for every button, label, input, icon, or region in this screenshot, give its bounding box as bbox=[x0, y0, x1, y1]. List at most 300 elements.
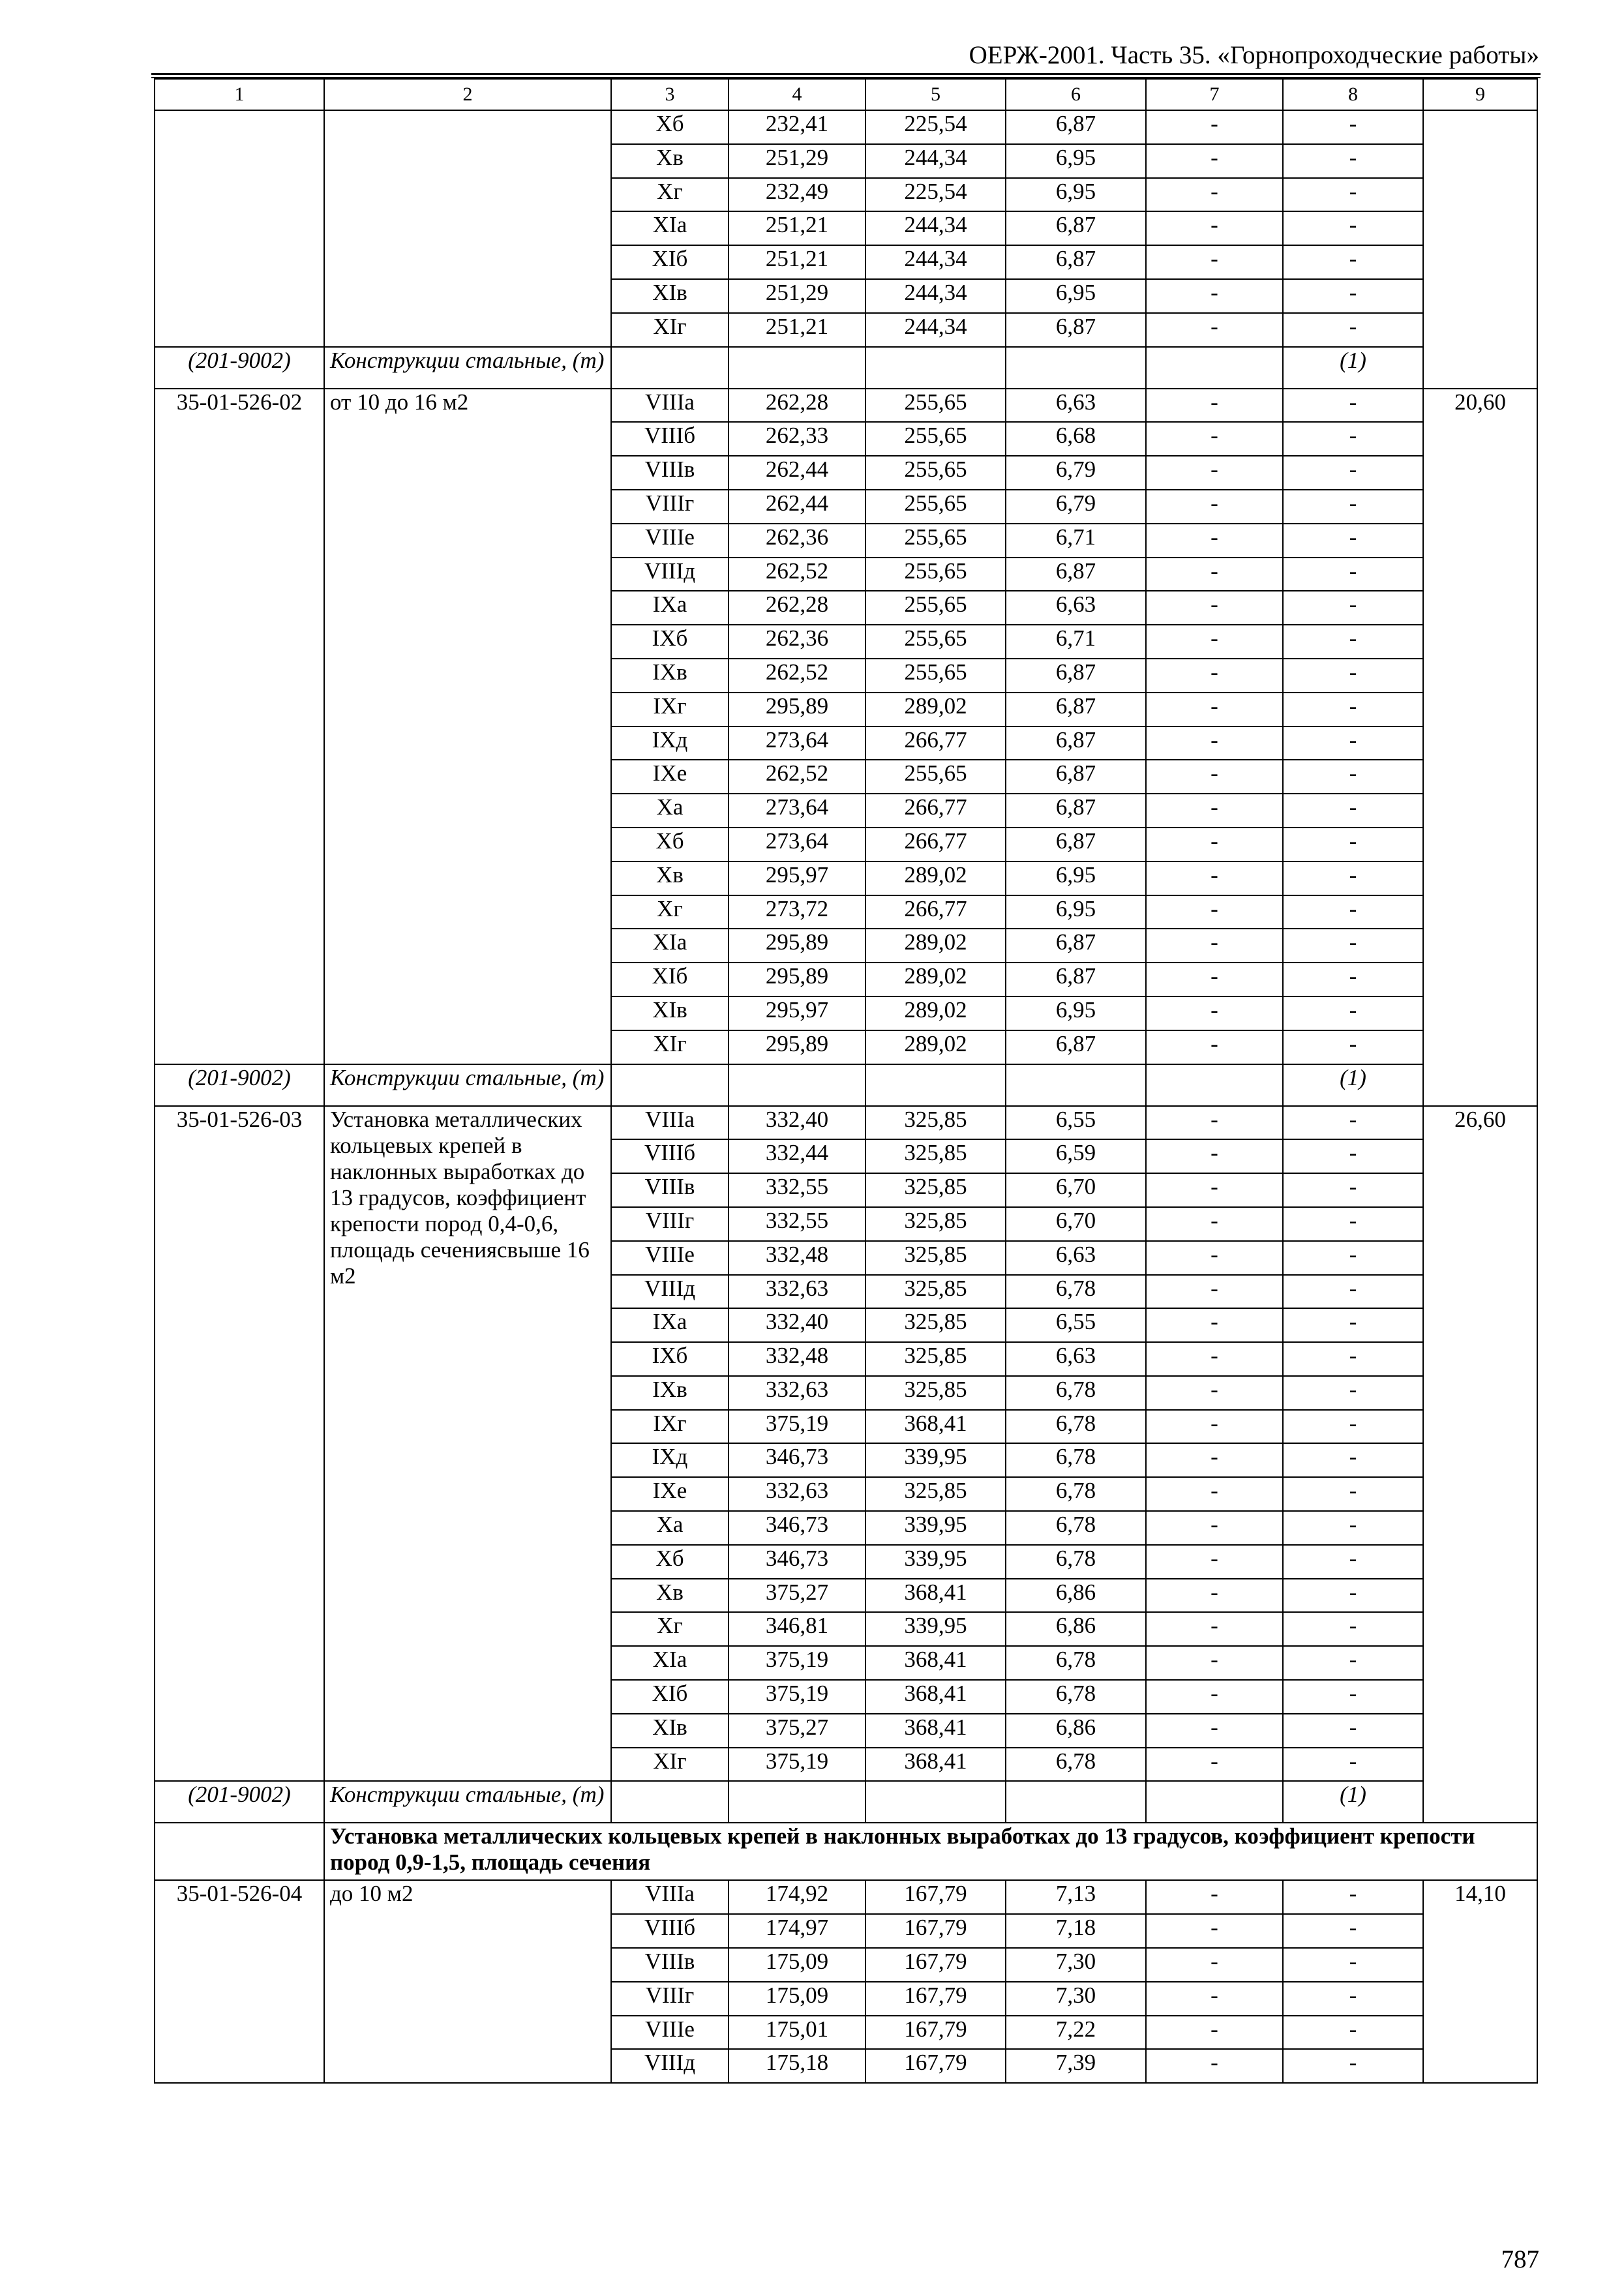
total-cost-cell: 332,44 bbox=[729, 1139, 865, 1173]
condition-cell: VIIIа bbox=[611, 389, 729, 423]
labor-cost-cell: 6,63 bbox=[1006, 1342, 1146, 1376]
condition-cell: VIIIд bbox=[611, 558, 729, 591]
total-cost-cell: 332,48 bbox=[729, 1241, 865, 1275]
resource-quantity: (1) bbox=[1283, 1781, 1423, 1823]
condition-cell: IХе bbox=[611, 1477, 729, 1511]
section-heading-row bbox=[155, 1823, 1537, 1880]
materials-cost-cell: 225,54 bbox=[865, 178, 1006, 212]
materials-cost-cell: 325,85 bbox=[865, 1207, 1006, 1241]
header-rule bbox=[151, 73, 1541, 75]
labor-cost-cell: 6,78 bbox=[1006, 1376, 1146, 1410]
materials-cost-cell: 368,41 bbox=[865, 1714, 1006, 1748]
other-cost-cell: - bbox=[1283, 929, 1423, 963]
machines-cost-cell: - bbox=[1146, 1410, 1283, 1444]
resource-name: Конструкции стальные, (т) bbox=[324, 1064, 611, 1106]
condition-cell: Ха bbox=[611, 794, 729, 828]
labor-cost-cell: 6,95 bbox=[1006, 178, 1146, 212]
empty-cell bbox=[1146, 1064, 1283, 1106]
empty-cell bbox=[865, 347, 1006, 389]
condition-cell: ХIб bbox=[611, 245, 729, 279]
total-cost-cell: 346,73 bbox=[729, 1545, 865, 1579]
labor-cost-cell: 6,87 bbox=[1006, 693, 1146, 726]
materials-cost-cell: 244,34 bbox=[865, 144, 1006, 178]
total-cost-cell: 375,19 bbox=[729, 1680, 865, 1714]
other-cost-cell: - bbox=[1283, 211, 1423, 245]
column-9-value: 26,60 bbox=[1423, 1106, 1537, 1823]
resource-code: (201-9002) bbox=[155, 1064, 324, 1106]
machines-cost-cell: - bbox=[1146, 110, 1283, 144]
total-cost-cell: 232,49 bbox=[729, 178, 865, 212]
machines-cost-cell: - bbox=[1146, 659, 1283, 693]
machines-cost-cell: - bbox=[1146, 144, 1283, 178]
labor-cost-cell: 6,86 bbox=[1006, 1612, 1146, 1646]
total-cost-cell: 262,36 bbox=[729, 625, 865, 659]
materials-cost-cell: 368,41 bbox=[865, 1579, 1006, 1613]
page-number: 787 bbox=[1501, 2245, 1539, 2273]
machines-cost-cell: - bbox=[1146, 1207, 1283, 1241]
total-cost-cell: 251,21 bbox=[729, 313, 865, 347]
other-cost-cell: - bbox=[1283, 110, 1423, 144]
empty-cell bbox=[1006, 1064, 1146, 1106]
other-cost-cell: - bbox=[1283, 389, 1423, 423]
rates-table bbox=[154, 78, 1538, 2084]
labor-cost-cell: 6,70 bbox=[1006, 1173, 1146, 1207]
machines-cost-cell: - bbox=[1146, 558, 1283, 591]
other-cost-cell: - bbox=[1283, 1646, 1423, 1680]
machines-cost-cell: - bbox=[1146, 1948, 1283, 1982]
materials-cost-cell: 325,85 bbox=[865, 1106, 1006, 1140]
labor-cost-cell: 7,30 bbox=[1006, 1982, 1146, 2016]
column-9-value: 14,10 bbox=[1423, 1880, 1537, 2083]
condition-cell: VIIIг bbox=[611, 490, 729, 524]
empty-cell bbox=[865, 1064, 1006, 1106]
total-cost-cell: 375,27 bbox=[729, 1579, 865, 1613]
condition-cell: IХд bbox=[611, 1443, 729, 1477]
labor-cost-cell: 7,30 bbox=[1006, 1948, 1146, 1982]
column-number: 7 bbox=[1146, 79, 1283, 110]
other-cost-cell: - bbox=[1283, 2049, 1423, 2083]
machines-cost-cell: - bbox=[1146, 279, 1283, 313]
labor-cost-cell: 7,39 bbox=[1006, 2049, 1146, 2083]
condition-cell: VIIIв bbox=[611, 1173, 729, 1207]
labor-cost-cell: 6,71 bbox=[1006, 625, 1146, 659]
condition-cell: Хб bbox=[611, 110, 729, 144]
other-cost-cell: - bbox=[1283, 659, 1423, 693]
total-cost-cell: 174,92 bbox=[729, 1880, 865, 1914]
total-cost-cell: 332,63 bbox=[729, 1275, 865, 1309]
other-cost-cell: - bbox=[1283, 2016, 1423, 2050]
condition-cell: ХIа bbox=[611, 929, 729, 963]
item-description: от 10 до 16 м2 bbox=[324, 389, 611, 1064]
materials-cost-cell: 325,85 bbox=[865, 1342, 1006, 1376]
machines-cost-cell: - bbox=[1146, 1139, 1283, 1173]
materials-cost-cell: 325,85 bbox=[865, 1173, 1006, 1207]
materials-cost-cell: 255,65 bbox=[865, 760, 1006, 794]
resource-row bbox=[155, 1781, 1537, 1823]
labor-cost-cell: 6,55 bbox=[1006, 1106, 1146, 1140]
machines-cost-cell: - bbox=[1146, 1646, 1283, 1680]
labor-cost-cell: 6,87 bbox=[1006, 313, 1146, 347]
materials-cost-cell: 289,02 bbox=[865, 1030, 1006, 1064]
other-cost-cell: - bbox=[1283, 524, 1423, 558]
materials-cost-cell: 255,65 bbox=[865, 456, 1006, 490]
condition-cell: VIIIв bbox=[611, 456, 729, 490]
total-cost-cell: 262,52 bbox=[729, 659, 865, 693]
machines-cost-cell: - bbox=[1146, 625, 1283, 659]
materials-cost-cell: 368,41 bbox=[865, 1680, 1006, 1714]
table-row bbox=[155, 110, 1537, 144]
column-number: 6 bbox=[1006, 79, 1146, 110]
condition-cell: ХIг bbox=[611, 1748, 729, 1782]
materials-cost-cell: 167,79 bbox=[865, 1982, 1006, 2016]
total-cost-cell: 375,19 bbox=[729, 1748, 865, 1782]
machines-cost-cell: - bbox=[1146, 245, 1283, 279]
materials-cost-cell: 289,02 bbox=[865, 693, 1006, 726]
empty-cell bbox=[155, 1823, 324, 1880]
condition-cell: ХIа bbox=[611, 211, 729, 245]
total-cost-cell: 295,89 bbox=[729, 693, 865, 726]
machines-cost-cell: - bbox=[1146, 490, 1283, 524]
empty-cell bbox=[1006, 347, 1146, 389]
materials-cost-cell: 255,65 bbox=[865, 422, 1006, 456]
materials-cost-cell: 225,54 bbox=[865, 110, 1006, 144]
labor-cost-cell: 6,79 bbox=[1006, 490, 1146, 524]
other-cost-cell: - bbox=[1283, 1207, 1423, 1241]
total-cost-cell: 375,27 bbox=[729, 1714, 865, 1748]
total-cost-cell: 375,19 bbox=[729, 1410, 865, 1444]
total-cost-cell: 262,44 bbox=[729, 490, 865, 524]
total-cost-cell: 295,89 bbox=[729, 1030, 865, 1064]
other-cost-cell: - bbox=[1283, 456, 1423, 490]
other-cost-cell: - bbox=[1283, 1948, 1423, 1982]
materials-cost-cell: 325,85 bbox=[865, 1241, 1006, 1275]
labor-cost-cell: 6,63 bbox=[1006, 1241, 1146, 1275]
empty-cell bbox=[865, 1781, 1006, 1823]
labor-cost-cell: 6,78 bbox=[1006, 1275, 1146, 1309]
total-cost-cell: 262,52 bbox=[729, 558, 865, 591]
other-cost-cell: - bbox=[1283, 1880, 1423, 1914]
machines-cost-cell: - bbox=[1146, 693, 1283, 726]
total-cost-cell: 174,97 bbox=[729, 1914, 865, 1948]
condition-cell: IХг bbox=[611, 693, 729, 726]
condition-cell: Ха bbox=[611, 1511, 729, 1545]
other-cost-cell: - bbox=[1283, 726, 1423, 760]
machines-cost-cell: - bbox=[1146, 313, 1283, 347]
other-cost-cell: - bbox=[1283, 178, 1423, 212]
empty-cell bbox=[729, 1064, 865, 1106]
other-cost-cell: - bbox=[1283, 1030, 1423, 1064]
empty-cell bbox=[611, 1781, 729, 1823]
other-cost-cell: - bbox=[1283, 1275, 1423, 1309]
other-cost-cell: - bbox=[1283, 861, 1423, 895]
materials-cost-cell: 289,02 bbox=[865, 929, 1006, 963]
materials-cost-cell: 244,34 bbox=[865, 313, 1006, 347]
machines-cost-cell: - bbox=[1146, 1106, 1283, 1140]
other-cost-cell: - bbox=[1283, 1376, 1423, 1410]
resource-row bbox=[155, 347, 1537, 389]
total-cost-cell: 332,55 bbox=[729, 1173, 865, 1207]
materials-cost-cell: 289,02 bbox=[865, 861, 1006, 895]
materials-cost-cell: 339,95 bbox=[865, 1612, 1006, 1646]
labor-cost-cell: 6,87 bbox=[1006, 558, 1146, 591]
labor-cost-cell: 6,95 bbox=[1006, 996, 1146, 1030]
labor-cost-cell: 6,78 bbox=[1006, 1511, 1146, 1545]
other-cost-cell: - bbox=[1283, 963, 1423, 996]
condition-cell: VIIIб bbox=[611, 422, 729, 456]
total-cost-cell: 251,29 bbox=[729, 144, 865, 178]
materials-cost-cell: 289,02 bbox=[865, 963, 1006, 996]
condition-cell: IХа bbox=[611, 591, 729, 625]
machines-cost-cell: - bbox=[1146, 828, 1283, 861]
condition-cell: ХIв bbox=[611, 996, 729, 1030]
machines-cost-cell: - bbox=[1146, 1477, 1283, 1511]
other-cost-cell: - bbox=[1283, 1477, 1423, 1511]
condition-cell: VIIIб bbox=[611, 1914, 729, 1948]
condition-cell: VIIIг bbox=[611, 1207, 729, 1241]
materials-cost-cell: 339,95 bbox=[865, 1545, 1006, 1579]
labor-cost-cell: 6,68 bbox=[1006, 422, 1146, 456]
labor-cost-cell: 6,71 bbox=[1006, 524, 1146, 558]
other-cost-cell: - bbox=[1283, 1139, 1423, 1173]
materials-cost-cell: 255,65 bbox=[865, 389, 1006, 423]
empty-cell bbox=[1146, 1781, 1283, 1823]
machines-cost-cell: - bbox=[1146, 1612, 1283, 1646]
total-cost-cell: 262,52 bbox=[729, 760, 865, 794]
machines-cost-cell: - bbox=[1146, 1030, 1283, 1064]
other-cost-cell: - bbox=[1283, 1545, 1423, 1579]
column-number: 9 bbox=[1423, 79, 1537, 110]
machines-cost-cell: - bbox=[1146, 456, 1283, 490]
machines-cost-cell: - bbox=[1146, 178, 1283, 212]
labor-cost-cell: 6,78 bbox=[1006, 1410, 1146, 1444]
total-cost-cell: 251,29 bbox=[729, 279, 865, 313]
column-number: 4 bbox=[729, 79, 865, 110]
materials-cost-cell: 266,77 bbox=[865, 794, 1006, 828]
machines-cost-cell: - bbox=[1146, 524, 1283, 558]
labor-cost-cell: 6,59 bbox=[1006, 1139, 1146, 1173]
labor-cost-cell: 7,22 bbox=[1006, 2016, 1146, 2050]
other-cost-cell: - bbox=[1283, 313, 1423, 347]
machines-cost-cell: - bbox=[1146, 389, 1283, 423]
condition-cell: Хг bbox=[611, 895, 729, 929]
other-cost-cell: - bbox=[1283, 1612, 1423, 1646]
column-9-value: 20,60 bbox=[1423, 389, 1537, 1106]
labor-cost-cell: 6,87 bbox=[1006, 760, 1146, 794]
machines-cost-cell: - bbox=[1146, 1275, 1283, 1309]
other-cost-cell: - bbox=[1283, 1410, 1423, 1444]
materials-cost-cell: 244,34 bbox=[865, 245, 1006, 279]
labor-cost-cell: 6,86 bbox=[1006, 1579, 1146, 1613]
materials-cost-cell: 289,02 bbox=[865, 996, 1006, 1030]
total-cost-cell: 295,89 bbox=[729, 929, 865, 963]
materials-cost-cell: 167,79 bbox=[865, 1880, 1006, 1914]
empty-cell bbox=[611, 347, 729, 389]
total-cost-cell: 175,01 bbox=[729, 2016, 865, 2050]
machines-cost-cell: - bbox=[1146, 1714, 1283, 1748]
materials-cost-cell: 325,85 bbox=[865, 1376, 1006, 1410]
other-cost-cell: - bbox=[1283, 996, 1423, 1030]
labor-cost-cell: 6,87 bbox=[1006, 245, 1146, 279]
total-cost-cell: 232,41 bbox=[729, 110, 865, 144]
other-cost-cell: - bbox=[1283, 1342, 1423, 1376]
labor-cost-cell: 6,87 bbox=[1006, 726, 1146, 760]
condition-cell: IХа bbox=[611, 1308, 729, 1342]
machines-cost-cell: - bbox=[1146, 422, 1283, 456]
labor-cost-cell: 6,78 bbox=[1006, 1748, 1146, 1782]
machines-cost-cell: - bbox=[1146, 1680, 1283, 1714]
condition-cell: VIIIг bbox=[611, 1982, 729, 2016]
condition-cell: ХIв bbox=[611, 1714, 729, 1748]
materials-cost-cell: 255,65 bbox=[865, 659, 1006, 693]
resource-row bbox=[155, 1064, 1537, 1106]
other-cost-cell: - bbox=[1283, 1173, 1423, 1207]
condition-cell: VIIIд bbox=[611, 1275, 729, 1309]
total-cost-cell: 295,97 bbox=[729, 996, 865, 1030]
other-cost-cell: - bbox=[1283, 1106, 1423, 1140]
machines-cost-cell: - bbox=[1146, 726, 1283, 760]
other-cost-cell: - bbox=[1283, 144, 1423, 178]
labor-cost-cell: 6,87 bbox=[1006, 828, 1146, 861]
condition-cell: IХе bbox=[611, 760, 729, 794]
other-cost-cell: - bbox=[1283, 693, 1423, 726]
empty-cell bbox=[611, 1064, 729, 1106]
materials-cost-cell: 255,65 bbox=[865, 558, 1006, 591]
condition-cell: VIIIб bbox=[611, 1139, 729, 1173]
total-cost-cell: 346,81 bbox=[729, 1612, 865, 1646]
labor-cost-cell: 6,78 bbox=[1006, 1646, 1146, 1680]
materials-cost-cell: 255,65 bbox=[865, 524, 1006, 558]
labor-cost-cell: 7,13 bbox=[1006, 1880, 1146, 1914]
other-cost-cell: - bbox=[1283, 1748, 1423, 1782]
condition-cell: Хг bbox=[611, 1612, 729, 1646]
machines-cost-cell: - bbox=[1146, 1880, 1283, 1914]
labor-cost-cell: 7,18 bbox=[1006, 1914, 1146, 1948]
total-cost-cell: 346,73 bbox=[729, 1443, 865, 1477]
resource-name: Конструкции стальные, (т) bbox=[324, 1781, 611, 1823]
total-cost-cell: 262,28 bbox=[729, 389, 865, 423]
resource-name: Конструкции стальные, (т) bbox=[324, 347, 611, 389]
labor-cost-cell: 6,78 bbox=[1006, 1443, 1146, 1477]
machines-cost-cell: - bbox=[1146, 1173, 1283, 1207]
total-cost-cell: 332,48 bbox=[729, 1342, 865, 1376]
table-body bbox=[155, 79, 1537, 2083]
machines-cost-cell: - bbox=[1146, 1342, 1283, 1376]
column-9-value bbox=[1423, 110, 1537, 389]
labor-cost-cell: 6,55 bbox=[1006, 1308, 1146, 1342]
condition-cell: IХб bbox=[611, 625, 729, 659]
materials-cost-cell: 368,41 bbox=[865, 1410, 1006, 1444]
machines-cost-cell: - bbox=[1146, 895, 1283, 929]
other-cost-cell: - bbox=[1283, 625, 1423, 659]
machines-cost-cell: - bbox=[1146, 1579, 1283, 1613]
labor-cost-cell: 6,95 bbox=[1006, 895, 1146, 929]
other-cost-cell: - bbox=[1283, 1241, 1423, 1275]
condition-cell: Хб bbox=[611, 828, 729, 861]
item-code: 35-01-526-02 bbox=[155, 389, 324, 1064]
labor-cost-cell: 6,79 bbox=[1006, 456, 1146, 490]
labor-cost-cell: 6,70 bbox=[1006, 1207, 1146, 1241]
empty-cell bbox=[1146, 347, 1283, 389]
materials-cost-cell: 255,65 bbox=[865, 490, 1006, 524]
condition-cell: VIIIе bbox=[611, 2016, 729, 2050]
item-description bbox=[324, 110, 611, 347]
condition-cell: IХд bbox=[611, 726, 729, 760]
machines-cost-cell: - bbox=[1146, 1443, 1283, 1477]
other-cost-cell: - bbox=[1283, 1714, 1423, 1748]
other-cost-cell: - bbox=[1283, 1443, 1423, 1477]
condition-cell: Хв bbox=[611, 144, 729, 178]
total-cost-cell: 332,63 bbox=[729, 1376, 865, 1410]
resource-quantity: (1) bbox=[1283, 1064, 1423, 1106]
labor-cost-cell: 6,86 bbox=[1006, 1714, 1146, 1748]
labor-cost-cell: 6,87 bbox=[1006, 659, 1146, 693]
condition-cell: ХIб bbox=[611, 963, 729, 996]
condition-cell: VIIIа bbox=[611, 1880, 729, 1914]
total-cost-cell: 332,55 bbox=[729, 1207, 865, 1241]
total-cost-cell: 295,97 bbox=[729, 861, 865, 895]
other-cost-cell: - bbox=[1283, 1680, 1423, 1714]
total-cost-cell: 332,63 bbox=[729, 1477, 865, 1511]
condition-cell: ХIа bbox=[611, 1646, 729, 1680]
total-cost-cell: 273,64 bbox=[729, 828, 865, 861]
other-cost-cell: - bbox=[1283, 422, 1423, 456]
table-row bbox=[155, 1880, 1537, 1914]
machines-cost-cell: - bbox=[1146, 861, 1283, 895]
total-cost-cell: 262,44 bbox=[729, 456, 865, 490]
item-code: 35-01-526-03 bbox=[155, 1106, 324, 1782]
materials-cost-cell: 167,79 bbox=[865, 1948, 1006, 1982]
other-cost-cell: - bbox=[1283, 1579, 1423, 1613]
labor-cost-cell: 6,78 bbox=[1006, 1680, 1146, 1714]
total-cost-cell: 295,89 bbox=[729, 963, 865, 996]
machines-cost-cell: - bbox=[1146, 1308, 1283, 1342]
total-cost-cell: 346,73 bbox=[729, 1511, 865, 1545]
labor-cost-cell: 6,78 bbox=[1006, 1545, 1146, 1579]
labor-cost-cell: 6,63 bbox=[1006, 389, 1146, 423]
condition-cell: Хв bbox=[611, 861, 729, 895]
item-description: Установка металлических кольцевых крепей в наклонных выработках до 13 градусов, коэффициент крепости пород 0,4-0,6, площадь сечениясвыше 16 м2 bbox=[324, 1106, 611, 1782]
machines-cost-cell: - bbox=[1146, 996, 1283, 1030]
machines-cost-cell: - bbox=[1146, 1241, 1283, 1275]
other-cost-cell: - bbox=[1283, 828, 1423, 861]
machines-cost-cell: - bbox=[1146, 591, 1283, 625]
other-cost-cell: - bbox=[1283, 490, 1423, 524]
labor-cost-cell: 6,87 bbox=[1006, 929, 1146, 963]
condition-cell: IХв bbox=[611, 659, 729, 693]
table-row bbox=[155, 389, 1537, 423]
empty-cell bbox=[729, 347, 865, 389]
machines-cost-cell: - bbox=[1146, 929, 1283, 963]
labor-cost-cell: 6,95 bbox=[1006, 144, 1146, 178]
empty-cell bbox=[1006, 1781, 1146, 1823]
materials-cost-cell: 167,79 bbox=[865, 1914, 1006, 1948]
machines-cost-cell: - bbox=[1146, 1545, 1283, 1579]
materials-cost-cell: 255,65 bbox=[865, 625, 1006, 659]
machines-cost-cell: - bbox=[1146, 1376, 1283, 1410]
machines-cost-cell: - bbox=[1146, 760, 1283, 794]
materials-cost-cell: 266,77 bbox=[865, 828, 1006, 861]
labor-cost-cell: 6,87 bbox=[1006, 794, 1146, 828]
total-cost-cell: 262,28 bbox=[729, 591, 865, 625]
materials-cost-cell: 255,65 bbox=[865, 591, 1006, 625]
page-header: ОЕРЖ-2001. Часть 35. «Горнопроходческие работы» bbox=[969, 41, 1539, 69]
materials-cost-cell: 244,34 bbox=[865, 279, 1006, 313]
resource-code: (201-9002) bbox=[155, 347, 324, 389]
condition-cell: IХб bbox=[611, 1342, 729, 1376]
labor-cost-cell: 6,78 bbox=[1006, 1477, 1146, 1511]
machines-cost-cell: - bbox=[1146, 963, 1283, 996]
machines-cost-cell: - bbox=[1146, 1511, 1283, 1545]
